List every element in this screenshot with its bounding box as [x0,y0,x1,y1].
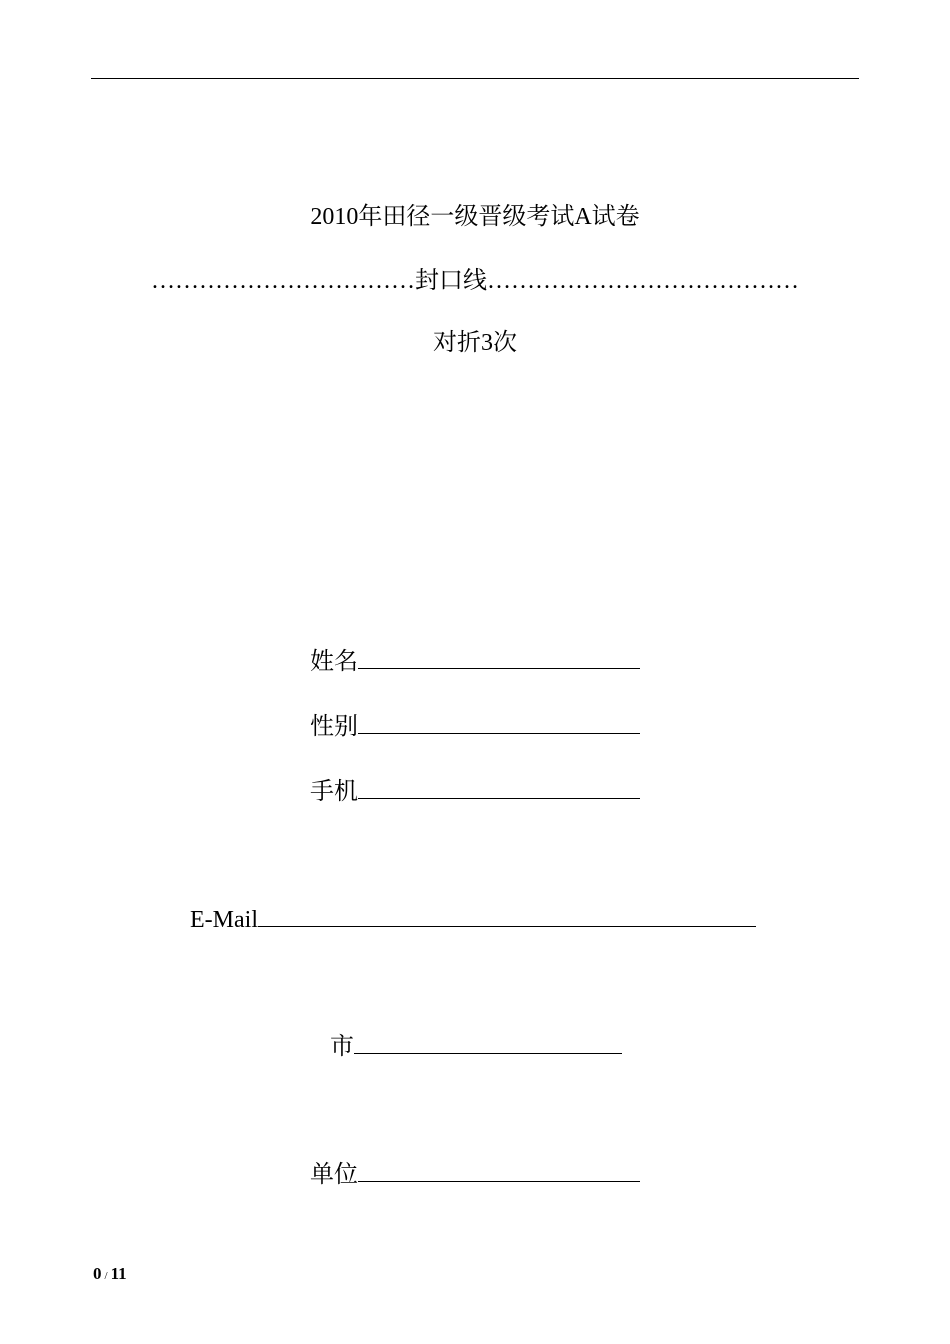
city-blank[interactable] [354,1031,622,1054]
name-blank[interactable] [358,646,640,669]
gender-label: 性别 [310,714,358,740]
phone-label: 手机 [310,779,358,805]
email-label: E-Mail [190,907,258,933]
gender-blank[interactable] [358,711,640,734]
email-blank[interactable] [258,904,756,927]
unit-blank[interactable] [358,1159,640,1182]
city-field [330,1031,622,1062]
phone-blank[interactable] [358,776,640,799]
fold-note: 对折3次 [433,330,517,356]
header-rule [91,78,859,79]
gender-field [310,711,640,742]
email-field [190,904,756,935]
seal-line: ……………………………封口线………………………………… [151,268,799,294]
name-label: 姓名 [310,649,358,675]
phone-field [310,776,640,807]
page-separator: / [104,1270,108,1282]
city-label: 市 [330,1034,354,1060]
unit-field [310,1159,640,1190]
page-total: 11 [110,1264,127,1283]
page-current: 0 [93,1264,102,1283]
page-number [93,1264,127,1286]
name-field [310,646,640,677]
unit-label: 单位 [310,1162,358,1188]
document-title: 2010年田径一级晋级考试A试卷 [310,204,640,230]
